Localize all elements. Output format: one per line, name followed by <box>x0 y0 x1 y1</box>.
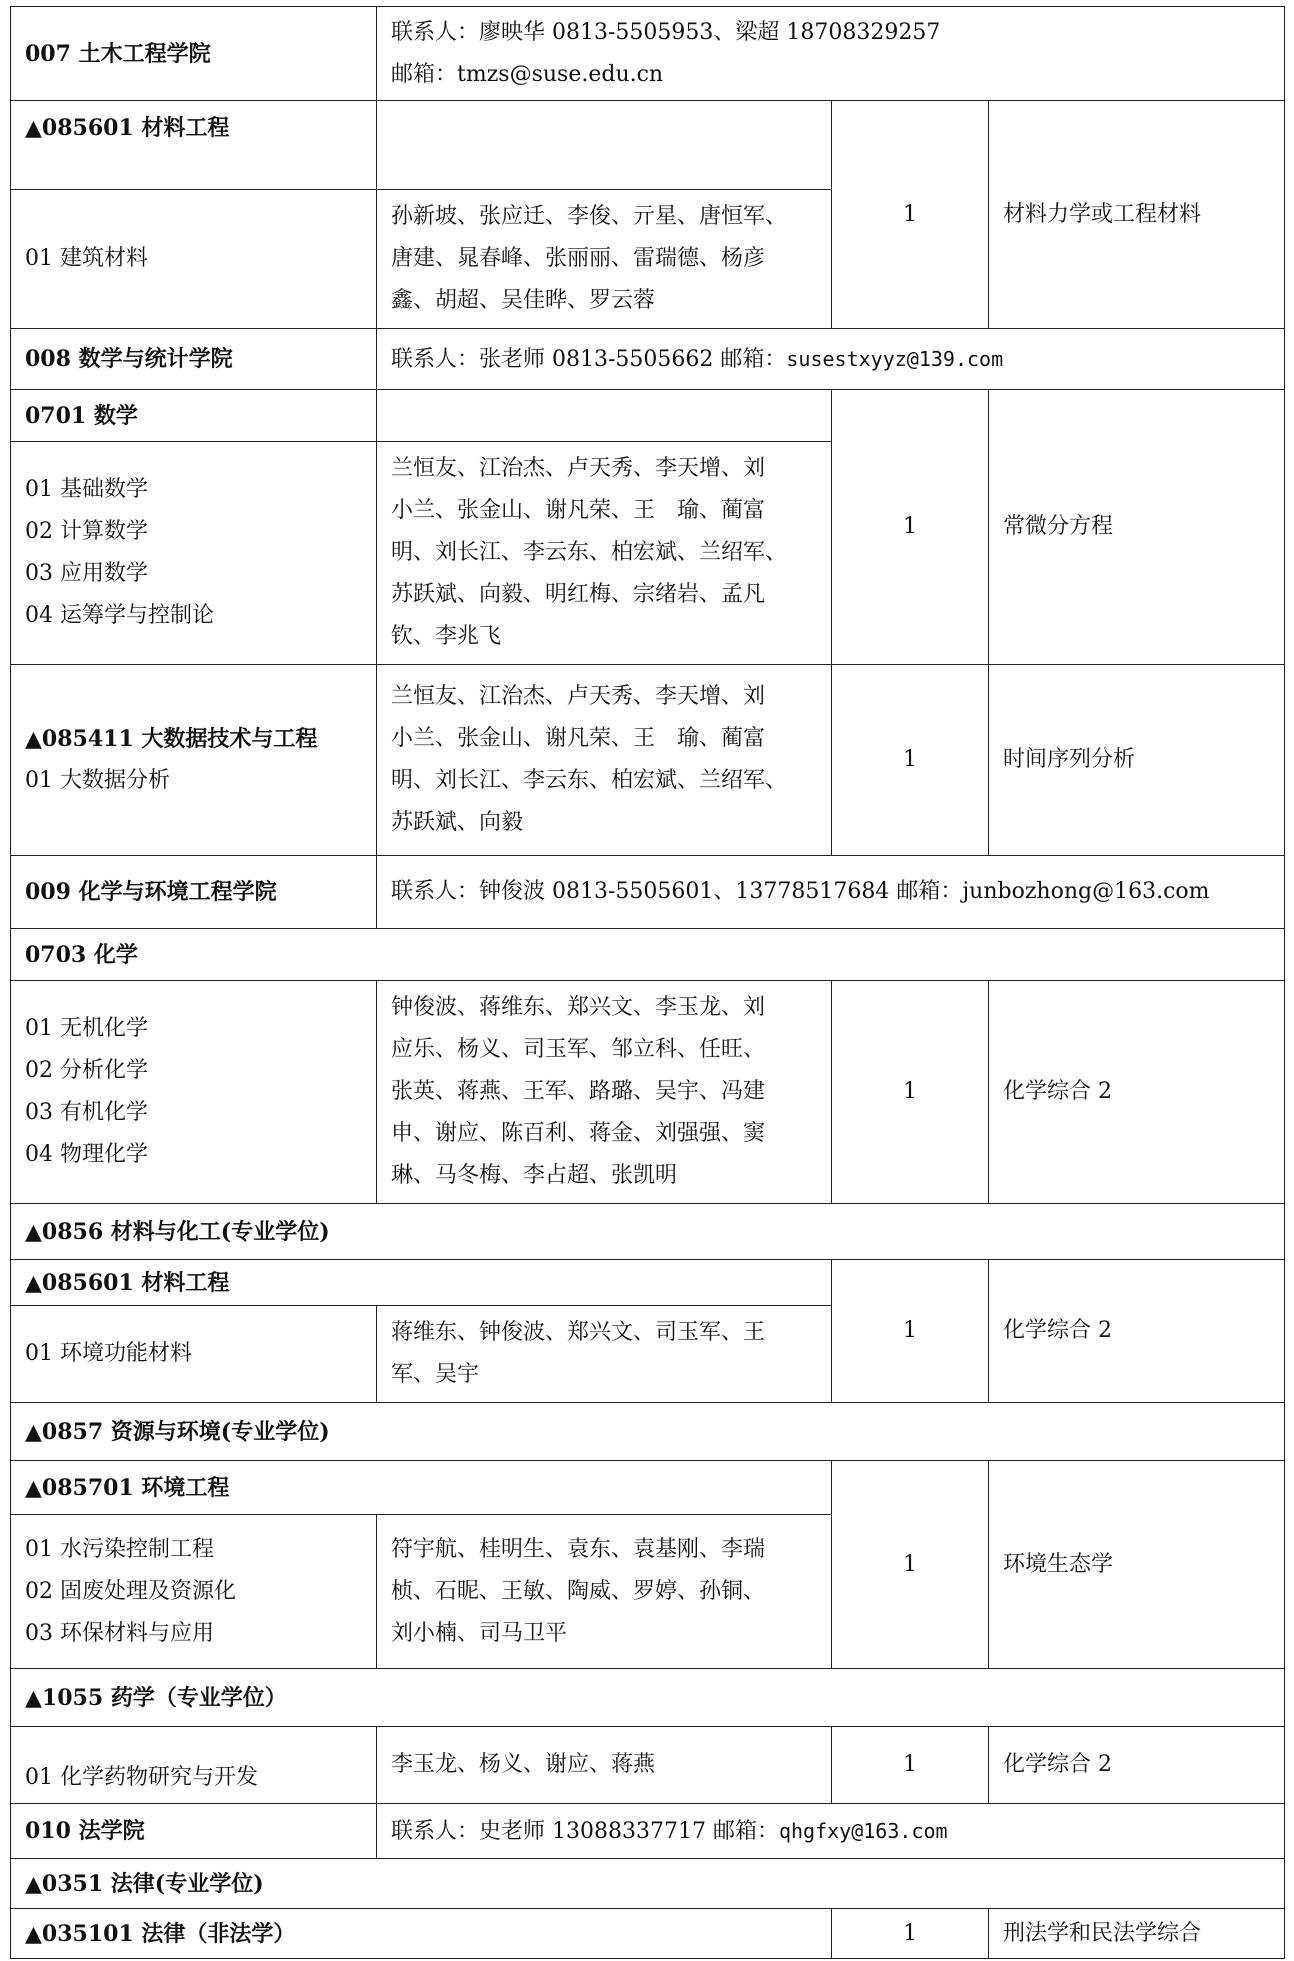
tutor-line: 应乐、杨义、司玉军、邹立科、任旺、 <box>391 1037 766 1062</box>
exam-subject: 刑法学和民法学综合 <box>989 1909 1285 1959</box>
direction: 03 有机化学 <box>25 1100 148 1125</box>
admissions-table <box>10 6 1285 1959</box>
category-row-0857 <box>11 1403 1285 1461</box>
tutor-list <box>377 190 832 329</box>
program-title: 0703 化学 <box>11 929 1285 981</box>
tutor-line: 军、吴宇 <box>391 1362 480 1387</box>
quota: 1 <box>832 1909 989 1959</box>
direction: 01 大数据分析 <box>25 768 170 793</box>
direction-list <box>11 981 377 1204</box>
direction: 01 环境功能材料 <box>11 1306 377 1403</box>
exam-subject: 化学综合 2 <box>989 981 1285 1204</box>
tutor-line: 桢、石昵、王敏、陶威、罗婷、孙铜、 <box>391 1578 766 1604</box>
tutor-line: 符宇航、桂明生、袁东、袁基刚、李瑞 <box>391 1536 766 1562</box>
program-row-035101 <box>11 1909 1285 1959</box>
program-row-085411 <box>11 665 1285 856</box>
quota: 1 <box>832 1260 989 1403</box>
school-contact <box>377 7 1285 101</box>
school-row-010 <box>11 1804 1285 1859</box>
tutor-line: 兰恒友、江治杰、卢天秀、李天增、刘 <box>391 456 766 481</box>
tutor-line: 张英、蒋燕、王军、路璐、吴宇、冯建 <box>391 1079 766 1104</box>
quota: 1 <box>832 1461 989 1669</box>
school-title: 007 土木工程学院 <box>11 7 377 101</box>
tutor-line: 明、刘长江、李云东、柏宏斌、兰绍军、 <box>391 768 788 793</box>
tutor-list <box>377 442 832 665</box>
program-title: ▲035101 法律（非法学） <box>11 1909 832 1959</box>
program-row-085701 <box>11 1461 1285 1515</box>
program-row-085601 <box>11 101 1285 190</box>
quota: 1 <box>832 665 989 856</box>
tutor-line: 苏跃斌、向毅、明红梅、宗绪岩、孟凡 <box>391 582 766 607</box>
school-title: 008 数学与统计学院 <box>11 329 377 390</box>
direction-row <box>11 981 1285 1204</box>
tutor-line: 兰恒友、江治杰、卢天秀、李天增、刘 <box>391 684 766 709</box>
tutor-list: 李玉龙、杨义、谢应、蒋燕 <box>377 1727 832 1804</box>
tutor-list <box>377 665 832 856</box>
contact-email: 邮箱：tmzs@suse.edu.cn <box>391 61 664 87</box>
direction: 02 固废处理及资源化 <box>25 1578 236 1604</box>
direction: 03 应用数学 <box>25 561 148 586</box>
program-title: ▲085411 大数据技术与工程 <box>25 726 318 752</box>
school-row-008 <box>11 329 1285 390</box>
tutor-line: 孙新坡、张应迁、李俊、亓星、唐恒军、 <box>391 204 788 229</box>
contact-email: qhgfxy@163.com <box>778 1818 948 1843</box>
direction: 01 化学药物研究与开发 <box>11 1727 377 1804</box>
category-title: ▲0857 资源与环境(专业学位) <box>11 1403 1285 1461</box>
direction: 04 运筹学与控制论 <box>25 603 214 628</box>
direction: 02 分析化学 <box>25 1058 148 1083</box>
contact-text: 联系人：廖映华 0813-5505953、梁超 18708329257 <box>391 19 941 45</box>
tutor-list <box>377 981 832 1204</box>
direction-list <box>11 1515 377 1669</box>
tutor-line: 鑫、胡超、吴佳晔、罗云蓉 <box>391 288 656 313</box>
school-contact <box>377 1804 1285 1859</box>
tutor-line: 琳、马冬梅、李占超、张凯明 <box>391 1163 678 1188</box>
contact-text: 联系人：张老师 0813-5505662 邮箱： <box>391 346 787 372</box>
program-row-0703 <box>11 929 1285 981</box>
exam-subject: 环境生态学 <box>989 1461 1285 1669</box>
empty-cell <box>377 390 832 442</box>
program-title: ▲085601 材料工程 <box>11 1260 832 1306</box>
tutor-list <box>377 1515 832 1669</box>
quota: 1 <box>832 1727 989 1804</box>
school-row-009 <box>11 856 1285 929</box>
exam-subject: 时间序列分析 <box>989 665 1285 856</box>
direction: 01 无机化学 <box>25 1016 148 1041</box>
tutor-line: 苏跃斌、向毅 <box>391 810 524 835</box>
quota: 1 <box>832 981 989 1204</box>
category-row-0856 <box>11 1204 1285 1260</box>
quota: 1 <box>832 101 989 329</box>
category-row-1055 <box>11 1669 1285 1727</box>
exam-subject: 常微分方程 <box>989 390 1285 665</box>
category-title: ▲0856 材料与化工(专业学位) <box>11 1204 1285 1260</box>
direction-row <box>11 1727 1285 1804</box>
tutor-line: 钟俊波、蒋维东、郑兴文、李玉龙、刘 <box>391 995 766 1020</box>
category-row-0351 <box>11 1859 1285 1909</box>
program-row-0701 <box>11 390 1285 442</box>
school-title: 010 法学院 <box>11 1804 377 1859</box>
program-cell <box>11 665 377 856</box>
exam-subject: 材料力学或工程材料 <box>989 101 1285 329</box>
tutor-line: 钦、李兆飞 <box>391 624 502 649</box>
tutor-line: 小兰、张金山、谢凡荣、王 瑜、蔺富 <box>391 726 766 751</box>
category-title: ▲1055 药学（专业学位） <box>11 1669 1285 1727</box>
school-contact <box>377 329 1285 390</box>
direction: 01 建筑材料 <box>11 190 377 329</box>
tutor-line: 申、谢应、陈百利、蒋金、刘强强、窦 <box>391 1121 766 1146</box>
direction: 02 计算数学 <box>25 519 148 544</box>
tutor-line: 唐建、晁春峰、张丽丽、雷瑞德、杨彦 <box>391 246 766 271</box>
empty-cell <box>377 101 832 190</box>
exam-subject: 化学综合 2 <box>989 1260 1285 1403</box>
category-title: ▲0351 法律(专业学位) <box>11 1859 1285 1909</box>
school-contact: 联系人：钟俊波 0813-5505601、13778517684 邮箱：junbozhong@163.com <box>377 856 1285 929</box>
direction: 03 环保材料与应用 <box>25 1620 214 1646</box>
contact-text: 联系人：史老师 13088337717 邮箱： <box>391 1818 779 1844</box>
tutor-list <box>377 1306 832 1403</box>
contact-email: susestxyyz@139.com <box>786 346 1004 371</box>
direction-list <box>11 442 377 665</box>
direction: 04 物理化学 <box>25 1142 148 1167</box>
program-title: ▲085601 材料工程 <box>11 101 377 190</box>
tutor-line: 蒋维东、钟俊波、郑兴文、司玉军、王 <box>391 1320 766 1345</box>
quota: 1 <box>832 390 989 665</box>
program-title: ▲085701 环境工程 <box>11 1461 832 1515</box>
program-row-085601b <box>11 1260 1285 1306</box>
direction: 01 水污染控制工程 <box>25 1536 214 1562</box>
direction: 01 基础数学 <box>25 477 148 502</box>
program-title: 0701 数学 <box>11 390 377 442</box>
exam-subject: 化学综合 2 <box>989 1727 1285 1804</box>
tutor-line: 小兰、张金山、谢凡荣、王 瑜、蔺富 <box>391 498 766 523</box>
tutor-line: 刘小楠、司马卫平 <box>391 1620 568 1646</box>
school-row-007 <box>11 7 1285 101</box>
tutor-line: 明、刘长江、李云东、柏宏斌、兰绍军、 <box>391 540 788 565</box>
school-title: 009 化学与环境工程学院 <box>11 856 377 929</box>
